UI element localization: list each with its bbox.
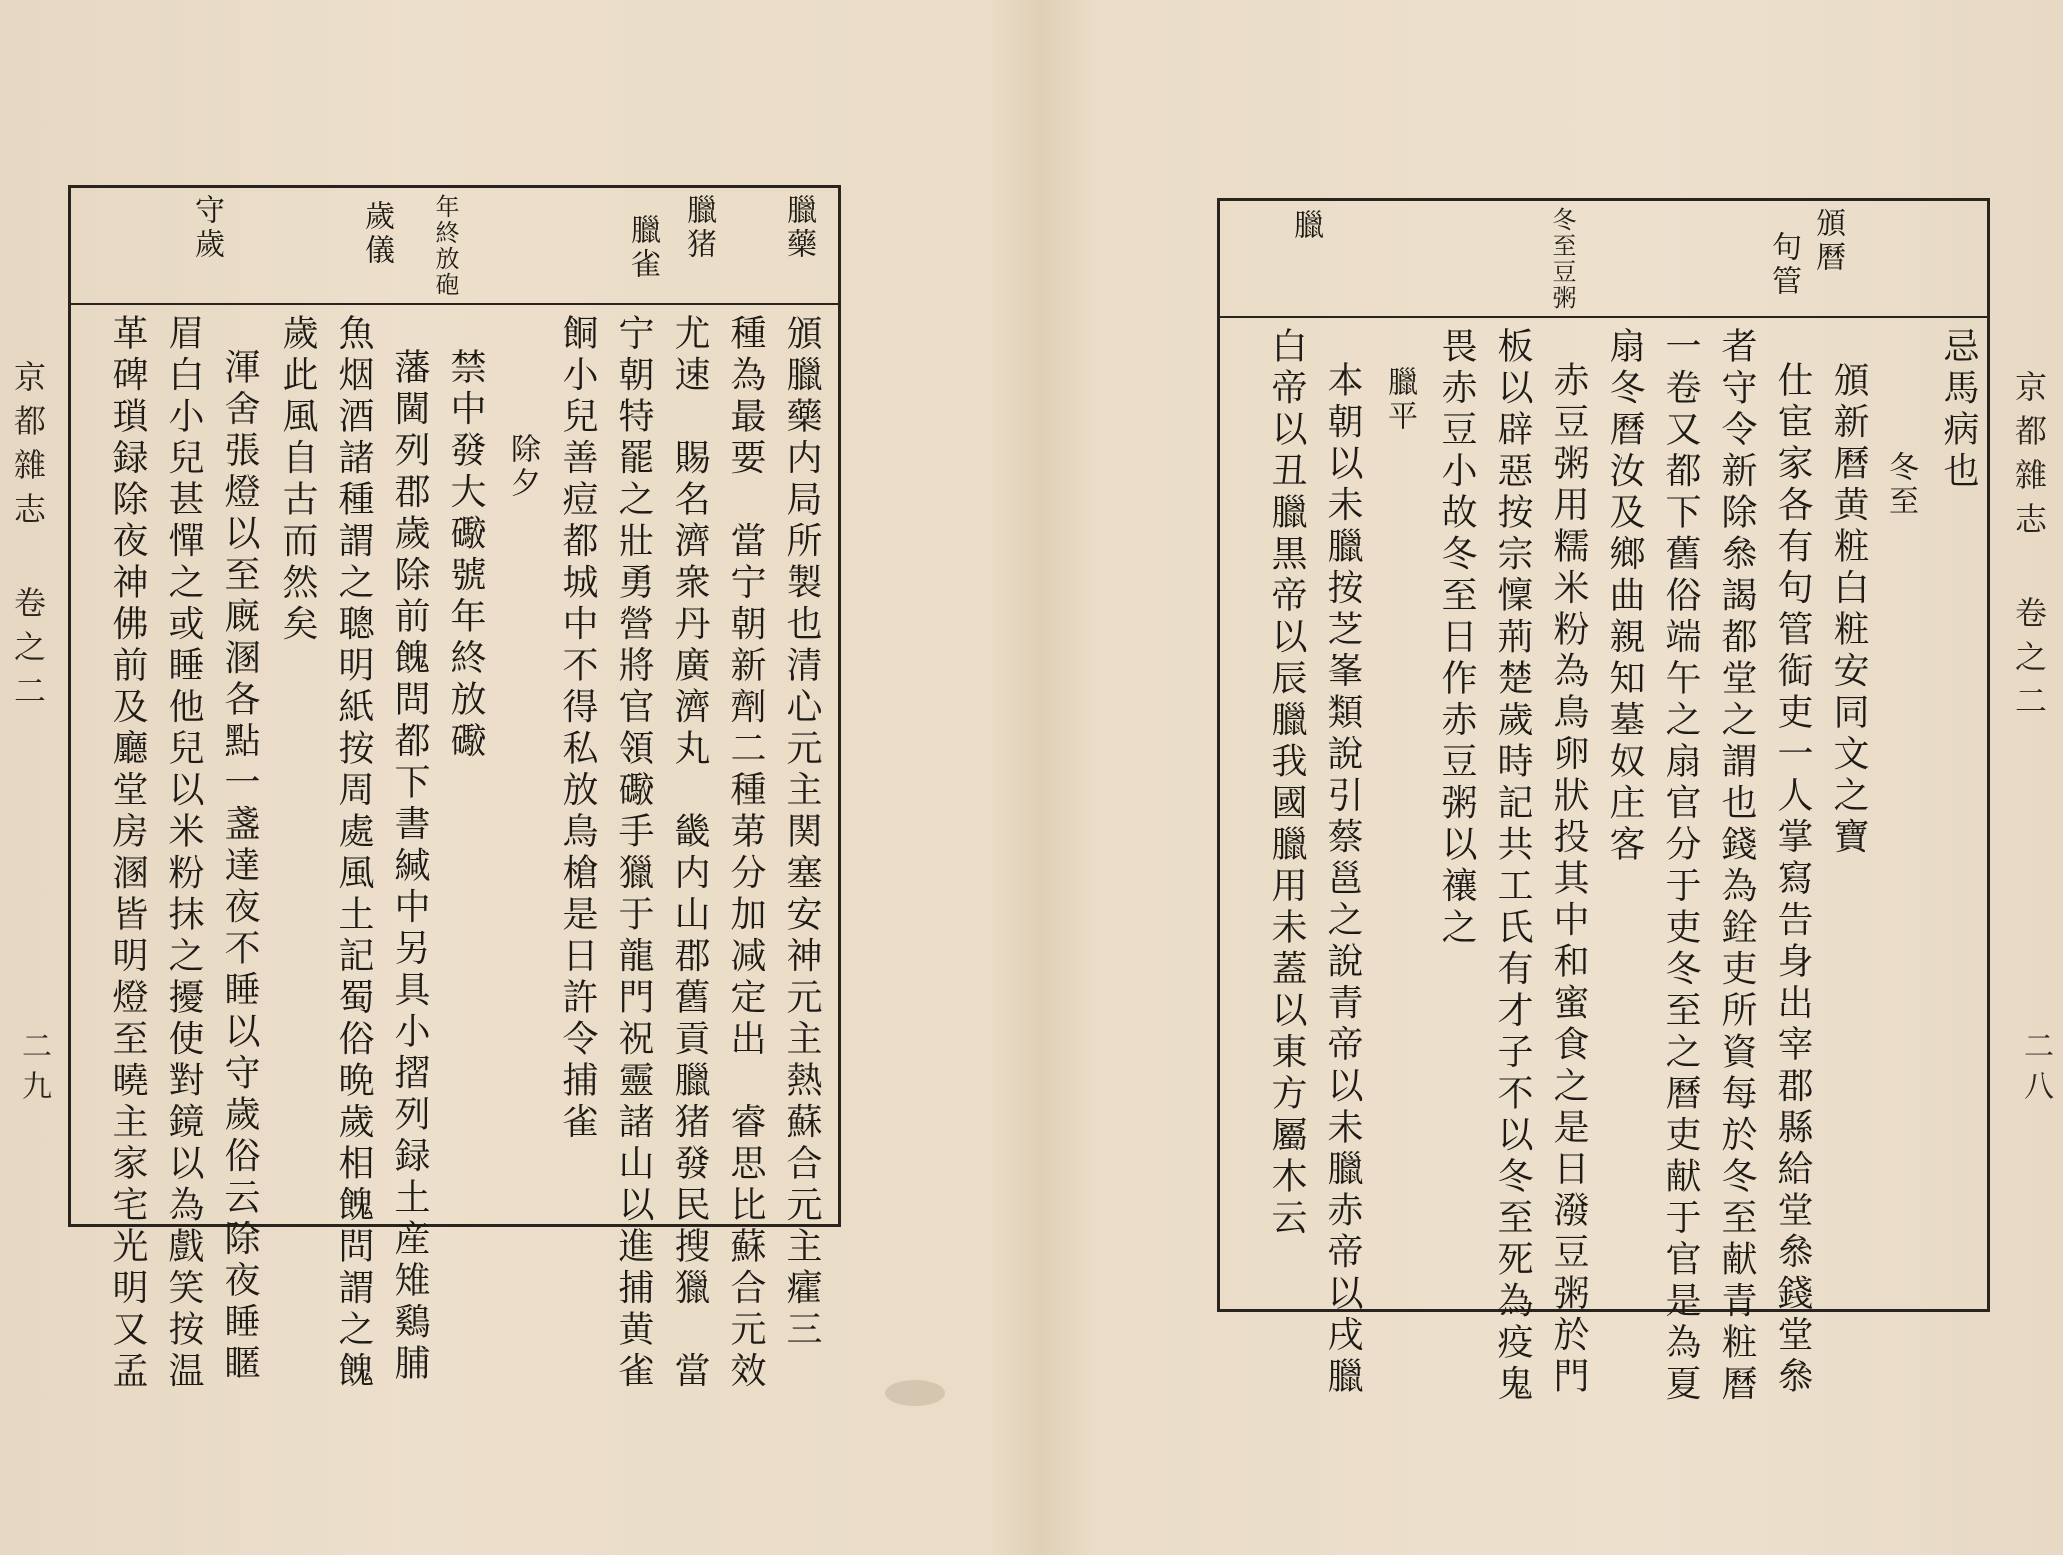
left-col-9: 歲此風自古而然矣 bbox=[277, 314, 318, 646]
left-col-10: 渾舍張燈以至廐溷各點一盞達夜不睡以守歲俗云除夜睡䁥 bbox=[219, 348, 260, 1386]
right-text-frame bbox=[1217, 198, 1990, 1406]
right-header-3: 臘 bbox=[1288, 209, 1323, 243]
right-page-number: 二八 bbox=[2018, 1030, 2053, 1110]
right-margin-title: 京都雜志 卷之二 bbox=[2010, 370, 2048, 728]
left-col-12: 革碑瑣録除夜神佛前及廳堂房溷皆明燈至曉主家宅光明又孟 bbox=[107, 314, 148, 1393]
right-col-8: 板以辟惡按宗懍荊楚歲時記共工氏有才子不以冬至死為疫鬼 bbox=[1492, 327, 1533, 1406]
left-col-4: 餇小兒善痘都城中不得私放鳥槍是日許令捕雀 bbox=[557, 314, 598, 1144]
right-col-6: 扇冬曆汝及鄉曲親知墓奴庄客 bbox=[1604, 327, 1645, 867]
left-col-0: 頒臘藥内局所製也清心元主関塞安神元主熱蘇合元主癨三 bbox=[781, 314, 822, 1352]
left-header-band bbox=[71, 188, 838, 305]
right-col-0: 忌馬病也 bbox=[1938, 327, 1979, 493]
left-col-1: 種為最要 當宁朝新劑二種苐分加减定出 睿思比蘇合元效 bbox=[725, 314, 766, 1393]
paper-stain bbox=[885, 1380, 945, 1406]
left-col-7: 藩閫列郡歲除前餽問都下書緘中另具小摺列録土産雉鷄脯 bbox=[389, 348, 430, 1386]
left-margin-title: 京都雜志 卷之二 bbox=[9, 360, 47, 718]
left-col-6: 禁中發大礮號年終放礮 bbox=[445, 348, 486, 763]
right-header-1: 句管 bbox=[1766, 231, 1801, 299]
right-col-3: 仕宦家各有句管䘖吏一人掌寫告身出宰郡縣給堂叅錢堂叅 bbox=[1772, 361, 1813, 1399]
left-page bbox=[0, 0, 1030, 1555]
right-header-0: 頒曆 bbox=[1810, 207, 1845, 275]
left-col-8: 魚烟酒諸種謂之聰明紙按周處風土記蜀俗晩歲相餽問謂之餽 bbox=[333, 314, 374, 1393]
right-col-2: 頒新曆黄粧白粧安同文之寶 bbox=[1828, 361, 1869, 859]
left-page-number: 二九 bbox=[16, 1030, 51, 1110]
left-text-frame bbox=[68, 185, 841, 1393]
left-col-11: 眉白小兒甚憚之或睡他兒以米粉抹之擾使對鏡以為戲笑按温 bbox=[163, 314, 204, 1393]
left-header-5: 守歲 bbox=[189, 194, 224, 262]
right-col-7: 赤豆粥用糯米粉為鳥卵狀投其中和蜜食之是日潑豆粥於門 bbox=[1548, 361, 1589, 1399]
left-header-0: 臘藥 bbox=[781, 194, 816, 262]
right-col-4: 者守令新除叅謁都堂之謂也錢為銓吏所資每於冬至献青粧曆 bbox=[1716, 327, 1757, 1406]
left-header-3: 年終放砲 bbox=[431, 194, 459, 298]
right-col-1: 冬至 bbox=[1883, 451, 1918, 519]
left-header-4: 歲儀 bbox=[359, 200, 394, 268]
left-col-3: 宁朝特罷之壯勇營將官領礮手獵于龍門祝靈諸山以進捕黄雀 bbox=[613, 314, 654, 1393]
right-header-band bbox=[1220, 201, 1987, 318]
right-col-5: 一卷又都下舊俗端午之扇官分于吏冬至之曆吏献于官是為夏 bbox=[1660, 327, 1701, 1406]
right-page bbox=[1030, 0, 2063, 1555]
left-col-2: 尤速 賜名濟衆丹廣濟丸 畿内山郡舊貢臘猪發民搜獵 當 bbox=[669, 314, 710, 1393]
right-col-9: 畏赤豆小故冬至日作赤豆粥以禳之 bbox=[1436, 327, 1477, 950]
left-header-1: 臘猪 bbox=[681, 194, 716, 262]
right-col-10: 臘平 bbox=[1382, 366, 1417, 434]
right-col-11: 本朝以未臘按芝峯類說引蔡邕之說青帝以未臘赤帝以戌臘 bbox=[1322, 361, 1363, 1399]
right-header-2: 冬至豆粥 bbox=[1548, 207, 1576, 311]
left-col-5: 除夕 bbox=[505, 433, 540, 501]
right-col-12: 白帝以丑臘黒帝以辰臘我國臘用未蓋以東方屬木云 bbox=[1266, 327, 1307, 1240]
left-header-2: 臘雀 bbox=[625, 214, 660, 282]
